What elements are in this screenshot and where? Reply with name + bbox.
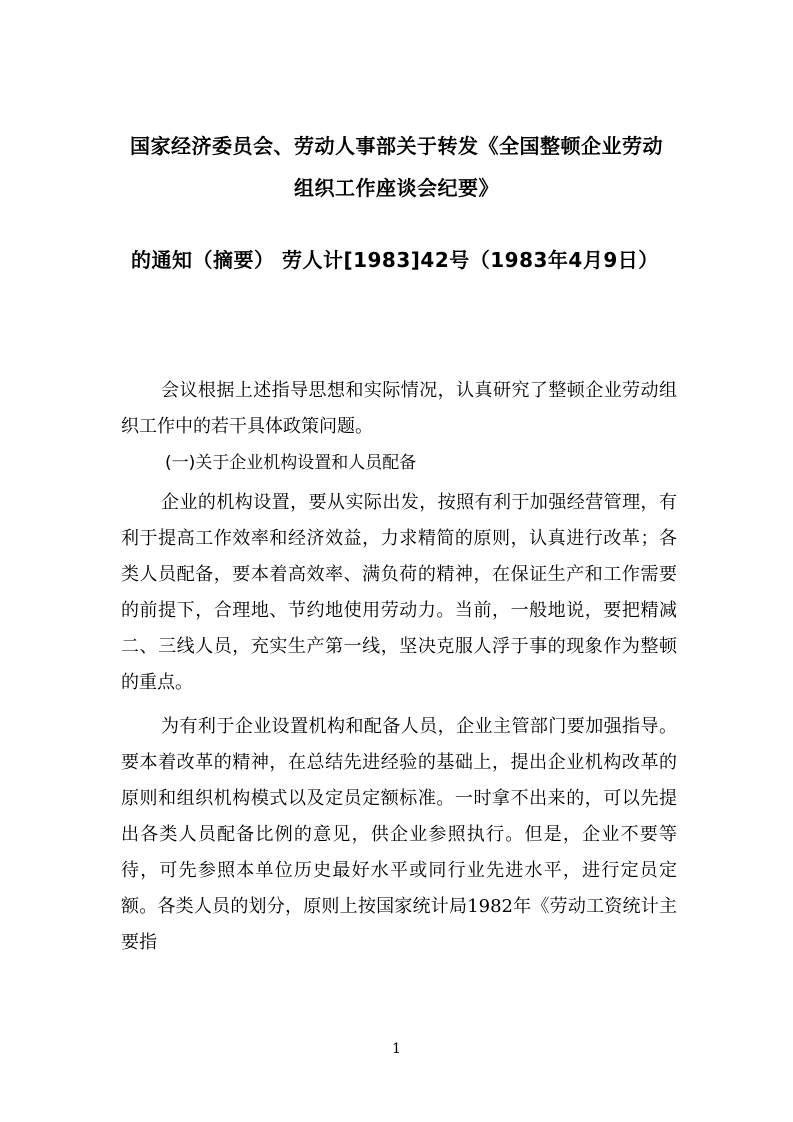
page-number: 1: [392, 1041, 401, 1057]
document-title-line-1: 国家经济委员会、劳动人事部关于转发《全国整顿企业劳动: [130, 134, 663, 158]
document-title-line-3: 的通知（摘要） 劳人计[1983]42号（1983年4月9日）: [131, 248, 659, 272]
document-title-line-2: 组织工作座谈会纪要》: [294, 176, 499, 200]
paragraph-organization: 企业的机构设置，要从实际出发，按照有利于加强经营管理，有利于提高工作效率和经济效益，力求精简的原则，认真进行改革；各类人员配备，要本着高效率、满负荷的精神，在保证生产和工作需要的前提下，合理地、节约地使用劳动力。当前，一般地说，要把精减二、三线人员，充实生产第一线，坚决克服人浮于事的现象作为整顿的重点。: [121, 492, 677, 693]
paragraph-intro: 会议根据上述指导思想和实际情况，认真研究了整顿企业劳动组织工作中的若干具体政策问题。: [121, 380, 677, 437]
document-body: [121, 373, 677, 961]
paragraph-guidance: 为有利于企业设置机构和配备人员，企业主管部门要加强指导。要本着改革的精神，在总结先进经验的基础上，提出企业机构改革的原则和组织机构模式以及定员定额标准。一时拿不出来的，可以先提出各类人员配备比例的意见，供企业参照执行。但是，企业不要等待，可先参照本单位历史最好水平或同行业先进水平，进行定员定额。各类人员的划分，原则上按国家统计局1982年《劳动工资统计主要指: [121, 716, 677, 953]
section-heading: (一)关于企业机构设置和人员配备: [165, 453, 417, 473]
